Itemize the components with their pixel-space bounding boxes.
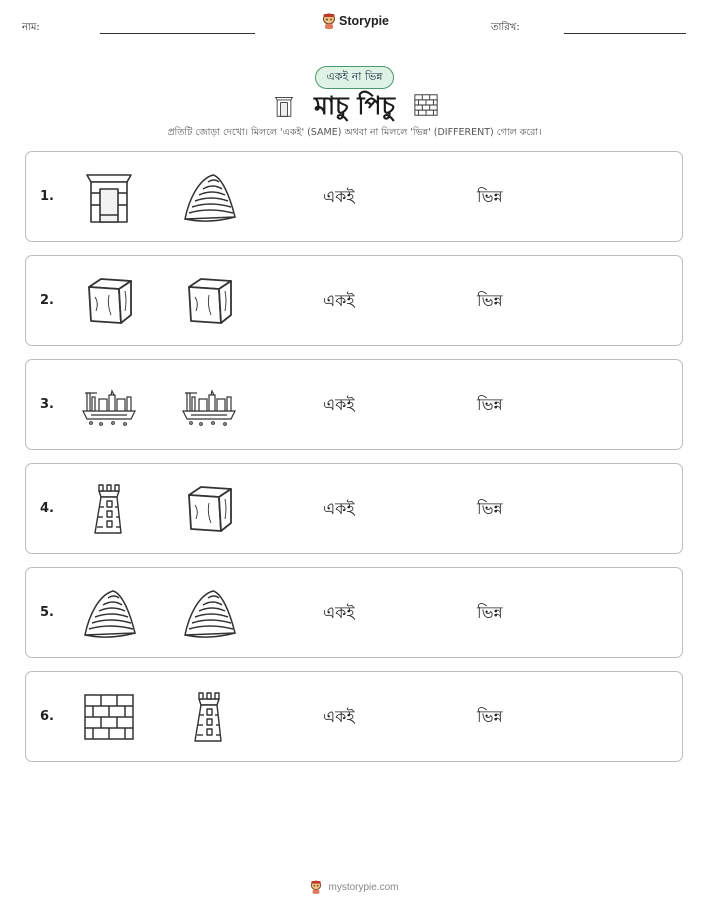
stone-block-icon (81, 273, 137, 329)
question-number: 5. (40, 605, 54, 620)
same-option[interactable]: একই (323, 187, 355, 206)
different-option[interactable]: ভিন্ন (477, 395, 503, 414)
ruins-icon (181, 377, 237, 433)
terraced-hill-icon (181, 585, 237, 641)
activity-badge: একই না ভিন্ন (315, 66, 394, 89)
different-option[interactable]: ভিন্ন (477, 499, 503, 518)
different-option[interactable]: ভিন্ন (477, 707, 503, 726)
terraced-hill-icon (181, 169, 237, 225)
same-option[interactable]: একই (323, 499, 355, 518)
page-title: মাচু পিচু (314, 91, 395, 120)
storypie-mascot-icon (322, 13, 336, 29)
stone-block-icon (181, 481, 237, 537)
same-option[interactable]: একই (323, 395, 355, 414)
question-number: 2. (40, 293, 54, 308)
question-number: 3. (40, 397, 54, 412)
question-row (25, 359, 683, 450)
question-row (25, 463, 683, 554)
brick-wall-icon (81, 689, 137, 745)
different-option[interactable]: ভিন্ন (477, 187, 503, 206)
question-number: 6. (40, 709, 54, 724)
question-row (25, 255, 683, 346)
name-line[interactable] (100, 33, 255, 34)
footer (0, 880, 709, 894)
different-option[interactable]: ভিন্ন (477, 291, 503, 310)
brand-logo (322, 13, 389, 29)
date-label: তারিখ: (491, 22, 520, 33)
question-number: 4. (40, 501, 54, 516)
gateway-icon (81, 169, 137, 225)
question-row (25, 671, 683, 762)
date-line[interactable] (564, 33, 686, 34)
brand-name: Storypie (339, 14, 390, 28)
tower-icon (81, 481, 137, 537)
tower-icon (181, 689, 237, 745)
question-row (25, 151, 683, 242)
same-option[interactable]: একই (323, 291, 355, 310)
storypie-mascot-icon (310, 880, 322, 894)
question-row (25, 567, 683, 658)
same-option[interactable]: একই (323, 707, 355, 726)
brick-wall-icon (413, 92, 439, 122)
same-option[interactable]: একই (323, 603, 355, 622)
ruins-icon (81, 377, 137, 433)
footer-url: mystorypie.com (328, 881, 399, 893)
instructions: প্রতিটি জোড়া দেখো। মিললে 'একই' (SAME) অথবা না মিললে 'ভিন্ন' (DIFFERENT) গোল করো। (167, 127, 542, 138)
stone-block-icon (181, 273, 237, 329)
terraced-hill-icon (81, 585, 137, 641)
question-number: 1. (40, 189, 54, 204)
different-option[interactable]: ভিন্ন (477, 603, 503, 622)
name-label: নাম: (22, 22, 40, 33)
